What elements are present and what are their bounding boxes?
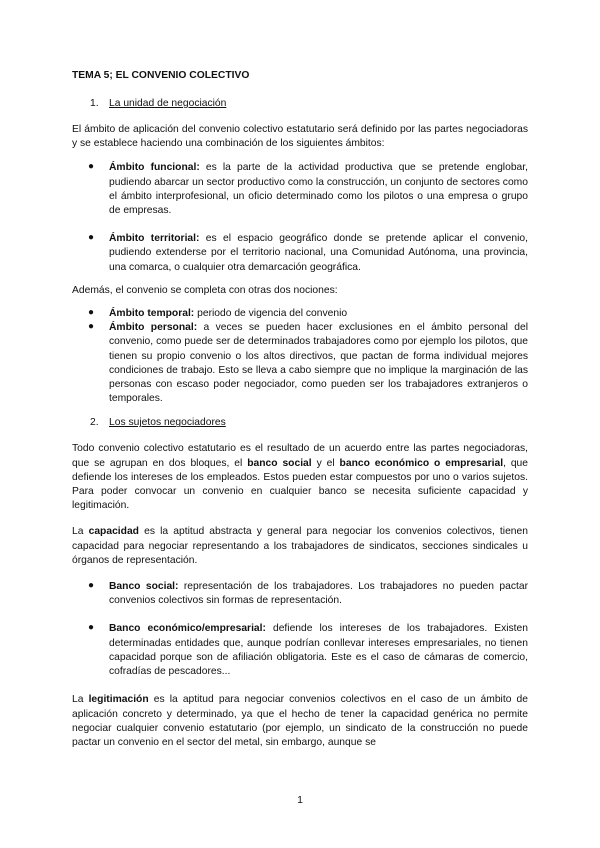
- list-item: [72, 307, 528, 321]
- section-2-heading: [72, 416, 528, 430]
- bancos-list: [72, 580, 528, 679]
- term-label: Ámbito temporal:: [109, 308, 195, 320]
- term-description: representación de los trabajadores. Los trabajadores no pueden pactar convenios colectivos sin formas de representación.: [109, 581, 528, 607]
- intro-paragraph: El ámbito de aplicación del convenio colectivo estatutario será definido por las partes negociadoras y se establece haciendo una combinación de los siguientes ámbitos:: [72, 124, 528, 150]
- sujetos-paragraph: Todo convenio colectivo estatutario es el resultado de un acuerdo entre las partes negociadoras, que se agrupan en dos bloques, el banco social y el banco económico o empresarial, que defiende los intereses de los empleados. Estos pueden estar compuestos por uno o varios sujetos. Para poder convocar un convenio en cualquier banco se necesita suficiente capacidad y legitimación.: [72, 443, 529, 512]
- nociones-list: [72, 307, 528, 406]
- section-1-heading: [72, 97, 528, 111]
- legitimacion-paragraph: La legitimación es la aptitud para negociar convenios colectivos en el caso de un ámbito de aplicación concreto y determinado, ya que el hecho de tener la capacidad genérica no permite negociar cualquier convenio estatutario (por ejemplo, un sindicato de la construcción no puede pactar un convenio en el sector del metal, sin embargo, aunque se: [72, 694, 528, 748]
- list-item: [72, 161, 528, 218]
- bullet-icon: ●: [88, 622, 95, 634]
- capacidad-paragraph: La capacidad es la aptitud abstracta y general para negociar los convenios colectivos, tienen capacidad para negociar representando a los trabajadores de sindicatos, secciones sindicales u órganos de representación.: [72, 526, 528, 566]
- term-label: Ámbito personal:: [109, 322, 198, 334]
- ambitos-list: [72, 161, 528, 274]
- bullet-icon: ●: [88, 307, 95, 319]
- list-item: [72, 622, 528, 679]
- term-description: a veces se pueden hacer exclusiones en el ámbito personal del convenio, como puede ser de determinados trabajadores como por ejemplo los pilotos, que tienen su propio convenio o los altos directivos, que pactan de forma individual mejores condiciones de trabajo. Esto se lleva a cabo siempre que no implique la marginación de las personas con escaso poder negociador, como pueden ser los trabajadores extranjeros o temporales.: [109, 322, 528, 405]
- bullet-icon: ●: [88, 321, 95, 333]
- term-description: es el espacio geográfico donde se pretende aplicar el convenio, pudiendo extenderse por el territorio nacional, una Comunidad Autónoma, una provincia, una comarca, o cualquier otra demarcación geográfica.: [109, 233, 528, 273]
- list-item: [72, 232, 528, 275]
- term-description: es la parte de la actividad productiva que se pretende englobar, pudiendo abarcar un sector productivo como la construcción, un conjunto de sectores como el ámbito interprofesional, un oficio determinado como los pilotos o una empresa o grupo de empresas.: [109, 162, 528, 217]
- term-description: periodo de vigencia del convenio: [194, 308, 348, 320]
- document-title: TEMA 5; EL CONVENIO COLECTIVO: [72, 70, 250, 81]
- term-label: Banco social:: [109, 581, 179, 593]
- legitimacion-term: legitimación: [88, 694, 149, 706]
- section-1-title: La unidad de negociación: [109, 98, 227, 109]
- bullet-icon: ●: [88, 580, 95, 592]
- capacidad-term: capacidad: [88, 526, 139, 538]
- list-item: [72, 580, 528, 608]
- page-number: 1: [297, 794, 303, 806]
- document-page: [72, 70, 528, 750]
- section-2-number: 2.: [90, 417, 99, 429]
- term-description: defiende los intereses de los trabajadores. Existen determinadas entidades que, aunque podrían conllevar intereses empresariales, no tienen capacidad porque son de afiliación obligatoria. Este es el caso de cámaras de comercio, cofradías de pescadores...: [109, 623, 528, 678]
- section-1-number: 1.: [90, 98, 99, 109]
- banco-economico-term: banco económico o empresarial: [339, 457, 504, 469]
- section-2-title: Los sujetos negociadores: [109, 417, 226, 429]
- term-label: Ámbito territorial:: [109, 233, 200, 245]
- bullet-icon: ●: [88, 232, 95, 244]
- term-label: Ámbito funcional:: [109, 162, 200, 174]
- ademas-paragraph: Además, el convenio se completa con otras dos nociones:: [72, 284, 338, 296]
- term-label: Banco económico/empresarial:: [109, 623, 266, 635]
- list-item: [72, 321, 528, 406]
- banco-social-term: banco social: [247, 457, 312, 469]
- bullet-icon: ●: [88, 161, 95, 173]
